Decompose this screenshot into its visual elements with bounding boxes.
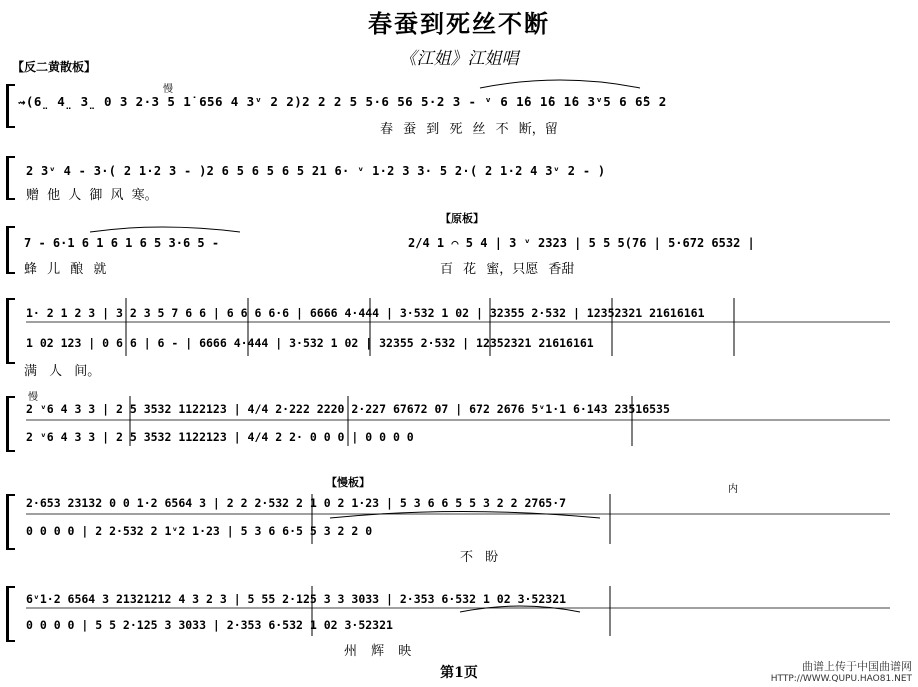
notation-row-6-bottom: 0 0 0 0 | 2 2·532 2 1ᵛ2 1·23 | 5 3 6 6·5 5 3 2 2 0 <box>26 524 373 538</box>
notation-row-3b: 2/4 1 ⌒ 5 4 | 3 ᵛ 2323 | 5 5 5(76 | 5·672 6532 | <box>408 236 755 250</box>
slur <box>90 227 240 232</box>
song-subtitle: 《江姐》江姐唱 <box>399 49 519 69</box>
watermark-line-1: 曲谱上传于中国曲谱网 <box>802 660 912 673</box>
page-number: 第1页 <box>440 665 478 681</box>
lyrics-row-4: 满 人 间。 <box>24 364 101 379</box>
lyrics-row-1: 春 蚕 到 死 丝 不 断，留 <box>380 122 558 137</box>
section-tag-manban: 【慢板】 <box>326 476 370 489</box>
slur <box>330 512 600 519</box>
watermark-line-2: HTTP://WWW.QUPU.HAO81.NET <box>770 674 912 684</box>
notation-row-7-bottom: 0 0 0 0 | 5 5 2·125 3 3033 | 2·353 6·532 1 02 3·52321 <box>26 618 393 632</box>
mark-nei: 内 <box>728 484 738 495</box>
slur <box>460 606 580 612</box>
notation-row-1: ⇝(6̤ 4̤ 3̤ 0 3 2·3 5 1̇ 656 4 3ᵛ 2 2)2 2 2 5 5·6 56 5·2 3 - ᵛ 6 1̇6 1̇6 1̇6 3ᵛ5 6 6̂5 2 <box>18 94 667 109</box>
slur <box>480 80 640 88</box>
lyrics-row-3a: 蜂 儿 酿 就 <box>24 262 107 277</box>
lyrics-row-2: 赠 他 人 御 风 寒。 <box>26 188 158 203</box>
section-label: 【反二黄散板】 <box>12 60 97 74</box>
notation-row-3a: 7 - 6·1 6 1 6 1 6 5 3·6 5 - <box>24 236 220 250</box>
notation-row-5-top: 2 ᵛ6 4 3 3 | 2 5 3532 1122123 | 4/4 2·222 2220 2·227 67672 07 | 672 2676 5ᵛ1·1 6·143 23516535 <box>26 402 670 416</box>
tempo-mark-1: 慢 <box>163 84 173 95</box>
lyrics-row-7: 州 辉 映 <box>344 644 412 659</box>
notation-row-4-bottom: 1 02 123 | 0 6 6 | 6 - | 6666 4·444 | 3·532 1 02 | 32355 2·532 | 12352321 21616161 <box>26 336 594 350</box>
notation-row-4-top: 1· 2 1 2 3 | 3 2 3 5 7 6 6 | 6 6 6 6·6 | 6666 4·444 | 3·532 1 02 | 32355 2·532 | 12352321 21616161 <box>26 306 705 320</box>
lyrics-row-3b: 百 花 蜜，只愿 香甜 <box>440 262 575 277</box>
site-watermark <box>771 660 912 686</box>
notation-row-2: 2 3ᵛ 4 - 3·( 2 1·2 3 - )2 6 5 6 5 6 5 21 6· ᵛ 1·2 3 3· 5 2·( 2 1·2 4 3ᵛ 2 - ) <box>26 164 606 178</box>
song-title: 春蚕到死丝不断 <box>368 9 550 38</box>
tempo-mark-5: 慢 <box>28 392 38 403</box>
notation-row-6-top: 2·653 23132 0 0 1·2 6564 3 | 2 2 2·532 2 1 0 2 1·23 | 5 3 6 6 5 5 3 2 2 2765·7 <box>26 496 567 510</box>
section-tag-yuanban: 【原板】 <box>440 212 484 225</box>
notation-row-5-bottom: 2 ᵛ6 4 3 3 | 2 5 3532 1122123 | 4/4 2 2· 0 0 0 | 0 0 0 0 <box>26 430 414 444</box>
notation-row-7-top: 6ᵛ1·2 6564 3 21321212 4 3 2 3 | 5 55 2·125 3 3 3033 | 2·353 6·532 1 02 3·52321 <box>26 592 567 606</box>
lyrics-row-6: 不 盼 <box>460 550 499 565</box>
